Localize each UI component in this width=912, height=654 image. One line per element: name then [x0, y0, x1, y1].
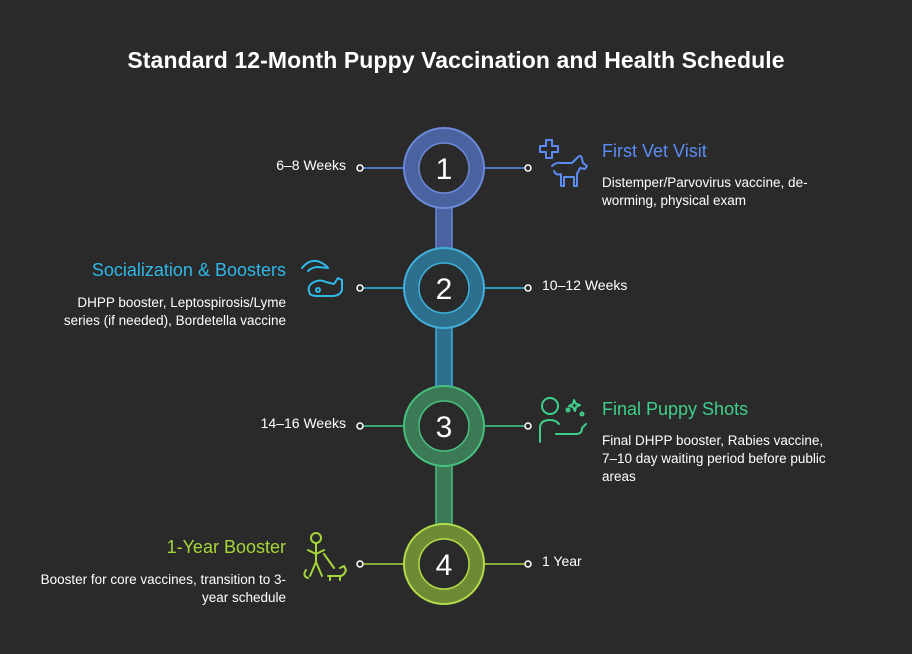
step-2-heading: Socialization & Boosters: [91, 260, 286, 280]
step-1-time: 6–8 Weeks: [276, 157, 346, 173]
step-4-time: 1 Year: [542, 553, 582, 569]
dog-walker-icon: [298, 530, 350, 586]
page-title: Standard 12-Month Puppy Vaccination and Health Schedule: [127, 47, 785, 73]
pet-hand-icon: [298, 254, 350, 306]
connector-3-4: [436, 463, 452, 526]
step-4-node: [357, 524, 531, 604]
step-3-heading: Final Puppy Shots: [602, 399, 749, 419]
step-3-number: 3: [435, 411, 453, 444]
connector-2-3: [436, 325, 452, 387]
step-3-node: [357, 386, 531, 466]
step-2-time: 10–12 Weeks: [542, 277, 628, 293]
vet-with-dog-icon: [536, 394, 592, 446]
step-1-node: [357, 128, 531, 208]
step-3-description: Final DHPP booster, Rabies vaccine, 7–10 day waiting period before public areas: [602, 433, 826, 484]
step-3-time: 14–16 Weeks: [260, 415, 346, 431]
step-2-node: [357, 248, 531, 328]
step-2-description: DHPP booster, Leptospirosis/Lyme series (if needed), Bordetella vaccine: [63, 295, 286, 328]
step-1-heading: First Vet Visit: [602, 141, 707, 161]
step-2-number: 2: [435, 273, 453, 306]
step-4-number: 4: [435, 549, 453, 582]
step-4-heading: 1-Year Booster: [166, 537, 286, 557]
step-1-number: 1: [435, 153, 453, 186]
step-1-description: Distemper/Parvovirus vaccine, de-worming, physical exam: [602, 175, 808, 208]
medical-dog-icon: [538, 136, 590, 188]
connector-1-2: [436, 205, 452, 251]
step-4-description: Booster for core vaccines, transition to 3-year schedule: [40, 572, 286, 605]
